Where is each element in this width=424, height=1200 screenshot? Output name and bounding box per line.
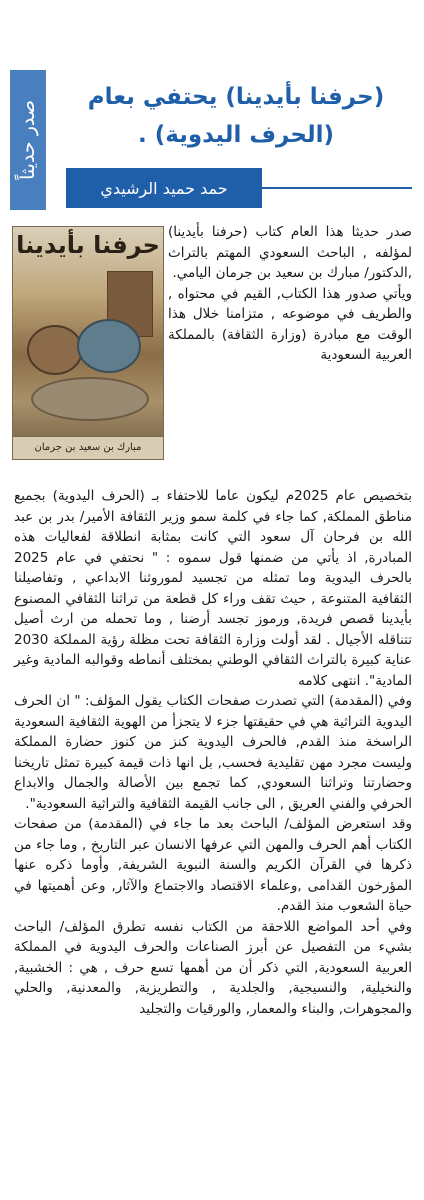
article-paragraph: وفي أحد المواضع اللاحقة من الكتاب نفسه تطرق المؤلف/ الباحث بشيء من التفصيل عن أبرز الصناعات والحرف اليدوية في المملكة العربية السعودية, التي ذكر أن من أهمها تسع حرف , هي : الخشبية, والنخيلية, والنسيجية, والجلدية , والتطريزية, والمعدنية, والحلي والمجوهرات, والبناء والمعمار, والورقيات والتجليد	[14, 918, 412, 1017]
article-intro-column	[168, 222, 412, 366]
cover-millstone-illustration	[31, 377, 149, 421]
section-label-sidebar	[10, 70, 46, 210]
article-headline: (حرفنا بأيدينا) يحتفي بعام (الحرف اليدوية) .	[87, 84, 385, 148]
book-cover-author: مبارك بن سعيد بن جرمان	[13, 436, 163, 459]
article-paragraph: وقد استعرض المؤلف/ الباحث بعد ما جاء في (المقدمة) من صفحات الكتاب أهم الحرف والمهن التي عرفها الانسان عبر التاريخ , وما جاء من ذكرها في القرآن الكريم والسنة النبوية الشريفة, وأوما ذكره عنها المؤرخون القدامى ,وعلماء الاقتصاد والاجتماع والآثار, وعن أهميتها في حياة الشعوب منذ القدم.	[14, 816, 412, 914]
cover-pot-illustration	[27, 325, 83, 375]
book-cover-title: حرفنا بأيدينا	[16, 231, 160, 259]
article-paragraph: صدر حديثا هذا العام كتاب (حرفنا بأيدينا) لمؤلفه , الباحث السعودي المهتم بالتراث ,الدكتور/ مبارك بن سعيد بن جرمان اليامي.	[168, 224, 412, 281]
article-paragraph: ويأتي صدور هذا الكتاب, القيم في محتواه , والطريف في موضوعه , متزامنا خلال هذا الوقت مع مبادرة (وزارة الثقافة) بالمملكة العربية السعودية	[168, 285, 412, 363]
article-body	[14, 486, 412, 1019]
section-label: صدر حديثاً	[17, 100, 39, 180]
author-divider	[262, 187, 412, 189]
article-paragraph: وفي (المقدمة) التي تصدرت صفحات الكتاب يقول المؤلف: " ان الحرف اليدوية التراثية هي في حقيقتها جزء لا يتجزأ من الهوية الثقافية السعودية الراسخة منذ القدم, فالحرف اليدوية كنز من كنوز حضارة المملكة وليست مجرد مهن تقليدية فحسب, بل انها ذات قيمة كبيرة تمثل تاريخنا وحضارتنا وتراثنا السعودي, كما تجمع بين الأصالة والجمال والابداع الحرفي والفني العريق , الى جانب القيمة الثقافية والتراثية السعودية".	[14, 693, 412, 812]
cover-pot-illustration	[77, 319, 141, 373]
author-byline: حمد حميد الرشيدي	[66, 168, 262, 208]
article-paragraph: بتخصيص عام 2025م ليكون عاما للاحتفاء بـ (الحرف اليدوية) بجميع مناطق المملكة, كما جاء في كلمة سمو وزير الثقافة الأمير/ بدر بن عبد الله بن فرحان آل سعود التي كانت بمثابة انطلاقة لفعاليات هذه المبادرة, اذ يأتي من ضمنها قول سموه : " نحتفي في عام 2025 بالحرف اليدوية وما تمثله من تجسيد لموروثنا الابداعي , وتفاصيلنا الثقافية المتنوعة , حيث تقف وراء كل قطعة من تراثنا الثقافي المصنوع بأيدينا قصص فريدة, ورموز تجسد أرضنا , وما تحمله من ارث أصيل تتناقله الأجيال . لقد أولت وزارة الثقافة تحت مظلة رؤية المملكة 2030 عناية كبيرة بالتراث الثقافي الوطني بمختلف أنماطه وقوالبه المادية وغير المادية". انتهى كلامه	[14, 488, 412, 689]
book-cover-image	[12, 226, 164, 460]
